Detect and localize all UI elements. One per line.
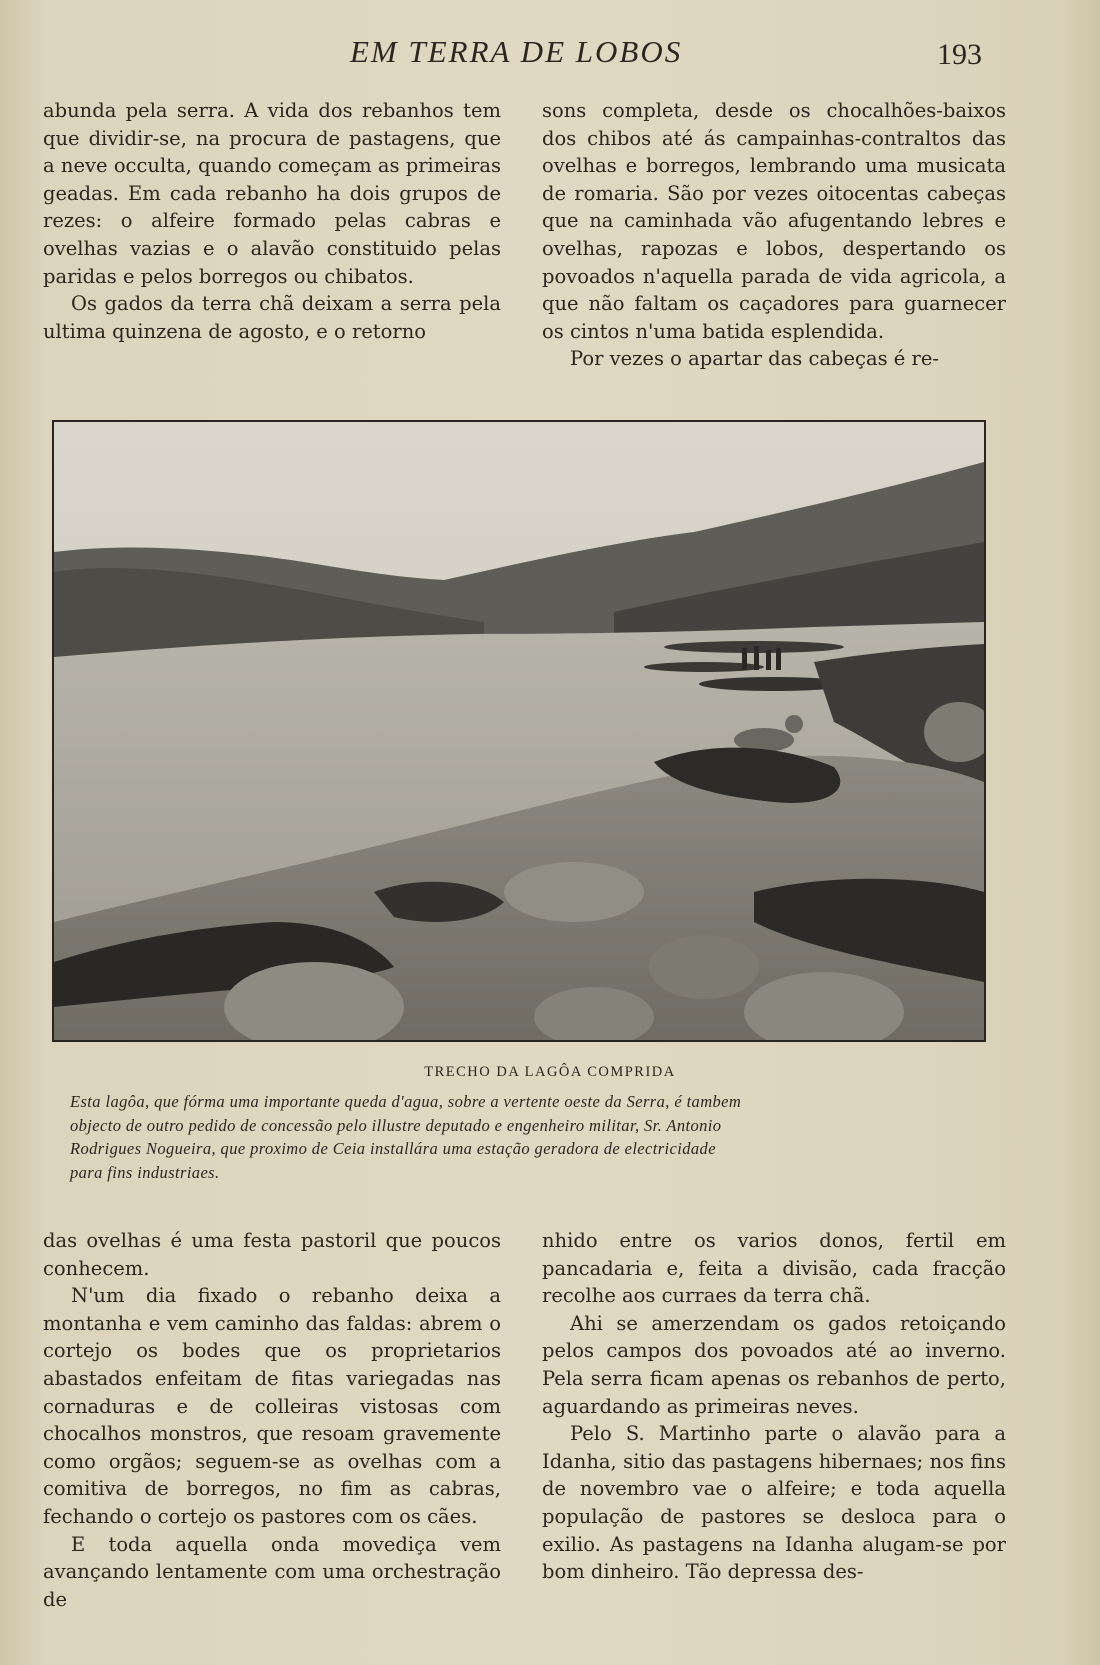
caption-line: objecto de outro pedido de concessão pelo illustre deputado e engenheiro militar, Sr. Antonio [70, 1115, 722, 1135]
paragraph: N'um dia fixado o rebanho deixa a montanha e vem caminho das faldas: abrem o cortejo os bodes que os proprietarios abastados enfeitam de fitas variegadas nas cornaduras e de colleiras vistosas com chocalhos monstros, que resoam gravemente como orgãos; seguem-se as ovelhas com a comitiva de borregos, no fim as cabras, fechando o cortejo os pastores com os cães. [43, 1284, 501, 1528]
paragraph: Ahi se amerzendam os gados retoiçando pelos campos dos povoados até ao inverno. Pela serra ficam apenas os rebanhos de perto, aguardando as primeiras neves. [542, 1311, 1006, 1418]
text-column-top-right [542, 97, 1006, 373]
paragraph: Pelo S. Martinho parte o alavão para a Idanha, sitio das pastagens hibernaes; nos fins de novembro vae o alfeire; e toda aquella população de pastores se desloca para o exilio. As pastagens na Idanha alugam-se por bom dinheiro. Tão depressa des- [542, 1422, 1006, 1584]
paragraph: das ovelhas é uma festa pastoril que poucos conhecem. [43, 1229, 501, 1280]
paragraph: sons completa, desde os chocalhões-baixos dos chibos até ás campainhas-contraltos das ovelhas e borregos, lembrando uma musicata de romaria. São por vezes oitocentas cabeças que na caminhada vão afugentando lebres e ovelhas, rapozas e lobos, despertando os povoados n'aquella parada de vida agricola, a que não faltam os caçadores para guarnecer os cintos n'uma batida esplendida. [542, 99, 1006, 343]
text-column-bottom-right [542, 1227, 1006, 1586]
text-column-bottom-left [43, 1227, 501, 1613]
lake-landscape-illustration [54, 422, 984, 1040]
paragraph: nhido entre os varios donos, fertil em pancadaria e, feita a divisão, cada fracção recolhe aos curraes da terra chã. [542, 1229, 1006, 1308]
caption-line: Esta lagôa, que fórma uma importante queda d'agua, sobre a vertente oeste da Serra, é tambem [70, 1092, 742, 1111]
page-number: 193 [937, 38, 982, 71]
paragraph: Os gados da terra chã deixam a serra pela ultima quinzena de agosto, e o retorno [43, 292, 501, 343]
lake-photograph [52, 420, 986, 1042]
text-column-top-left [43, 97, 501, 345]
paragraph: E toda aquella onda movediça vem avançando lentamente com uma orchestração de [43, 1532, 501, 1611]
figure-title: TRECHO DA LAGÔA COMPRIDA [424, 1064, 676, 1080]
running-title: EM TERRA DE LOBOS [350, 34, 683, 69]
paragraph: Por vezes o apartar das cabeças é re- [570, 347, 939, 371]
figure-caption [70, 1090, 988, 1184]
paragraph: abunda pela serra. A vida dos rebanhos tem que dividir-se, na procura de pastagens, que a neve occulta, quando começam as primeiras geadas. Em cada rebanho ha dois grupos de rezes: o alfeire formado pelas cabras e ovelhas vazias e o alavão constituido pelas paridas e pelos borregos ou chibatos. [43, 99, 501, 288]
caption-line: Rodrigues Nogueira, que proximo de Ceia installára uma estação geradora de electricidade [70, 1139, 716, 1158]
caption-line: para fins industriaes. [70, 1162, 220, 1182]
